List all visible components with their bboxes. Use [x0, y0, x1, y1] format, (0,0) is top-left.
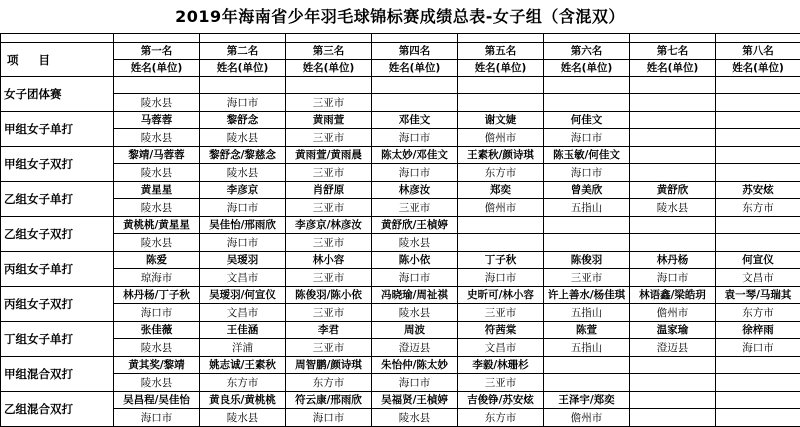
athlete-name-cell: 陈太妙/邓佳文 — [372, 147, 458, 164]
name-unit-header: 姓名(单位) — [458, 60, 544, 77]
athlete-unit-cell: 陵水县 — [114, 129, 200, 147]
name-unit-header-row — [1, 60, 800, 77]
event-name-row — [1, 147, 800, 164]
athlete-name-cell — [286, 77, 372, 94]
event-name-row — [1, 252, 800, 269]
athlete-name-cell: 黎靖/马蓉蓉 — [114, 147, 200, 164]
athlete-name-cell: 黄桃桃/黄星星 — [114, 217, 200, 234]
athlete-name-cell: 黎舒念/黎慈念 — [200, 147, 286, 164]
athlete-name-cell: 王素秋/颜诗琪 — [458, 147, 544, 164]
athlete-name-cell: 黄良乐/黄桃桃 — [200, 392, 286, 409]
athlete-name-cell — [544, 217, 630, 234]
athlete-unit-cell: 东方市 — [286, 374, 372, 392]
athlete-unit-cell: 陵水县 — [114, 374, 200, 392]
athlete-unit-cell: 三亚市 — [286, 94, 372, 112]
athlete-unit-cell — [372, 94, 458, 112]
athlete-name-cell: 吴瑷羽 — [200, 252, 286, 269]
athlete-name-cell — [372, 77, 458, 94]
athlete-name-cell — [716, 77, 800, 94]
athlete-name-cell: 周波 — [372, 322, 458, 339]
athlete-unit-cell: 东方市 — [458, 164, 544, 182]
rank-header: 第四名 — [372, 43, 458, 60]
athlete-unit-cell: 文昌市 — [458, 339, 544, 357]
athlete-name-cell: 黄星星 — [114, 182, 200, 199]
athlete-name-cell: 林小容 — [286, 252, 372, 269]
event-name-row — [1, 322, 800, 339]
athlete-name-cell: 吉俊铮/苏安炫 — [458, 392, 544, 409]
name-unit-header: 姓名(单位) — [200, 60, 286, 77]
event-unit-row — [1, 234, 800, 252]
event-name-row — [1, 217, 800, 234]
athlete-name-cell: 周智鹏/颜诗琪 — [286, 357, 372, 374]
athlete-name-cell: 李毅/林珊杉 — [458, 357, 544, 374]
athlete-unit-cell — [716, 129, 800, 147]
event-label: 甲组混合双打 — [1, 357, 114, 392]
athlete-unit-cell: 陵水县 — [372, 304, 458, 322]
athlete-unit-cell: 陵水县 — [200, 409, 286, 427]
athlete-unit-cell: 三亚市 — [286, 129, 372, 147]
athlete-name-cell — [716, 357, 800, 374]
athlete-unit-cell: 三亚市 — [286, 339, 372, 357]
athlete-unit-cell: 儋州市 — [630, 304, 716, 322]
athlete-name-cell: 王泽宇/郑奕 — [544, 392, 630, 409]
athlete-unit-cell: 海口市 — [372, 129, 458, 147]
event-unit-row — [1, 199, 800, 217]
athlete-name-cell: 苏安炫 — [716, 182, 800, 199]
athlete-unit-cell: 陵水县 — [114, 234, 200, 252]
rank-header: 第八名 — [716, 43, 800, 60]
athlete-unit-cell: 海口市 — [544, 164, 630, 182]
name-unit-header: 姓名(单位) — [544, 60, 630, 77]
athlete-name-cell: 陈俊羽 — [544, 252, 630, 269]
event-name-row — [1, 77, 800, 94]
athlete-name-cell: 陈爱 — [114, 252, 200, 269]
event-unit-row — [1, 164, 800, 182]
athlete-unit-cell: 海口市 — [544, 129, 630, 147]
athlete-unit-cell: 海口市 — [372, 164, 458, 182]
athlete-name-cell: 温家瑜 — [630, 322, 716, 339]
athlete-unit-cell: 三亚市 — [286, 304, 372, 322]
athlete-unit-cell: 文昌市 — [200, 304, 286, 322]
athlete-unit-cell: 陵水县 — [114, 94, 200, 112]
athlete-name-cell: 何佳文 — [544, 112, 630, 129]
athlete-name-cell: 袁一琴/马瑞其 — [716, 287, 800, 304]
athlete-name-cell: 李彦京 — [200, 182, 286, 199]
event-unit-row — [1, 374, 800, 392]
athlete-name-cell: 何宣仪 — [716, 252, 800, 269]
event-label: 丙组女子单打 — [1, 252, 114, 287]
athlete-unit-cell: 儋州市 — [458, 129, 544, 147]
results-table — [0, 33, 800, 427]
event-label: 乙组女子单打 — [1, 182, 114, 217]
athlete-name-cell: 丁子秋 — [458, 252, 544, 269]
athlete-unit-cell: 儋州市 — [458, 199, 544, 217]
athlete-name-cell: 吴昌程/吴佳怡 — [114, 392, 200, 409]
athlete-name-cell: 谢文婕 — [458, 112, 544, 129]
athlete-name-cell — [630, 112, 716, 129]
event-unit-row — [1, 269, 800, 287]
athlete-unit-cell — [630, 234, 716, 252]
athlete-unit-cell: 海口市 — [200, 199, 286, 217]
athlete-name-cell: 许上善水/杨佳琪 — [544, 287, 630, 304]
event-label: 甲组女子双打 — [1, 147, 114, 182]
athlete-unit-cell: 儋州市 — [544, 409, 630, 427]
athlete-name-cell: 黄舒欣/王楨婷 — [372, 217, 458, 234]
athlete-unit-cell: 海口市 — [630, 269, 716, 287]
athlete-unit-cell: 琼海市 — [114, 269, 200, 287]
event-name-row — [1, 287, 800, 304]
event-label: 乙组混合双打 — [1, 392, 114, 427]
item-header: 项 目 — [1, 43, 114, 77]
event-unit-row — [1, 339, 800, 357]
athlete-name-cell: 邓佳文 — [372, 112, 458, 129]
athlete-name-cell: 朱怡仲/陈太妙 — [372, 357, 458, 374]
athlete-unit-cell: 东方市 — [716, 199, 800, 217]
athlete-name-cell — [716, 112, 800, 129]
athlete-name-cell — [200, 77, 286, 94]
rank-header: 第二名 — [200, 43, 286, 60]
athlete-name-cell: 符云康/邢雨欣 — [286, 392, 372, 409]
athlete-unit-cell: 东方市 — [716, 304, 800, 322]
athlete-name-cell: 吴佳怡/邢雨欣 — [200, 217, 286, 234]
athlete-unit-cell — [716, 234, 800, 252]
athlete-unit-cell: 海口市 — [372, 269, 458, 287]
athlete-unit-cell — [630, 374, 716, 392]
athlete-unit-cell: 陵水县 — [114, 339, 200, 357]
athlete-name-cell: 史昕可/林小容 — [458, 287, 544, 304]
athlete-unit-cell: 陵水县 — [372, 409, 458, 427]
athlete-unit-cell — [716, 374, 800, 392]
athlete-unit-cell — [544, 94, 630, 112]
athlete-name-cell: 曾美欣 — [544, 182, 630, 199]
athlete-name-cell — [544, 77, 630, 94]
athlete-name-cell — [544, 357, 630, 374]
athlete-unit-cell: 三亚市 — [372, 199, 458, 217]
athlete-unit-cell: 澄迈县 — [372, 339, 458, 357]
athlete-unit-cell — [544, 374, 630, 392]
rank-header: 第三名 — [286, 43, 372, 60]
spacer-row — [1, 34, 800, 43]
athlete-name-cell — [630, 77, 716, 94]
athlete-name-cell: 吴瑷羽/何宣仪 — [200, 287, 286, 304]
athlete-unit-cell: 海口市 — [200, 234, 286, 252]
athlete-unit-cell — [716, 164, 800, 182]
athlete-unit-cell: 海口市 — [114, 409, 200, 427]
athlete-name-cell: 李彦京/林彦汝 — [286, 217, 372, 234]
athlete-name-cell: 郑奕 — [458, 182, 544, 199]
athlete-unit-cell: 东方市 — [458, 409, 544, 427]
athlete-name-cell — [114, 77, 200, 94]
athlete-name-cell: 黄其奖/黎靖 — [114, 357, 200, 374]
event-unit-row — [1, 129, 800, 147]
athlete-name-cell: 张佳薇 — [114, 322, 200, 339]
athlete-unit-cell — [630, 164, 716, 182]
athlete-unit-cell — [458, 234, 544, 252]
athlete-name-cell: 林丹杨/丁子秋 — [114, 287, 200, 304]
athlete-name-cell: 陈玉敏/何佳文 — [544, 147, 630, 164]
athlete-name-cell: 肖舒原 — [286, 182, 372, 199]
name-unit-header: 姓名(单位) — [286, 60, 372, 77]
event-label: 女子团体赛 — [1, 77, 114, 112]
athlete-unit-cell: 五指山 — [544, 304, 630, 322]
athlete-unit-cell: 陵水县 — [200, 164, 286, 182]
page-title: 2019年海南省少年羽毛球锦标赛成绩总表-女子组（含混双） — [0, 0, 800, 33]
athlete-unit-cell — [544, 234, 630, 252]
athlete-name-cell: 陈小依 — [372, 252, 458, 269]
athlete-unit-cell: 海口市 — [716, 339, 800, 357]
event-name-row — [1, 357, 800, 374]
athlete-unit-cell: 五指山 — [544, 199, 630, 217]
athlete-unit-cell: 五指山 — [544, 339, 630, 357]
athlete-unit-cell: 陵水县 — [200, 129, 286, 147]
athlete-unit-cell: 三亚市 — [458, 304, 544, 322]
athlete-name-cell — [630, 217, 716, 234]
rank-header: 第五名 — [458, 43, 544, 60]
athlete-name-cell: 黄雨萱 — [286, 112, 372, 129]
athlete-name-cell: 林彦汝 — [372, 182, 458, 199]
athlete-unit-cell: 陵水县 — [114, 199, 200, 217]
rank-header: 第七名 — [630, 43, 716, 60]
name-unit-header: 姓名(单位) — [630, 60, 716, 77]
event-label: 乙组女子双打 — [1, 217, 114, 252]
athlete-name-cell — [716, 147, 800, 164]
athlete-name-cell: 陈俊羽/陈小依 — [286, 287, 372, 304]
athlete-name-cell: 黎舒念 — [200, 112, 286, 129]
athlete-unit-cell: 海口市 — [286, 409, 372, 427]
athlete-unit-cell: 陵水县 — [114, 164, 200, 182]
athlete-name-cell — [630, 147, 716, 164]
athlete-name-cell — [716, 217, 800, 234]
athlete-name-cell: 黄舒欣 — [630, 182, 716, 199]
athlete-unit-cell — [630, 129, 716, 147]
athlete-name-cell: 林语鑫/梁皓玥 — [630, 287, 716, 304]
rank-header: 第六名 — [544, 43, 630, 60]
name-unit-header: 姓名(单位) — [114, 60, 200, 77]
athlete-name-cell: 徐梓雨 — [716, 322, 800, 339]
athlete-name-cell: 陈萱 — [544, 322, 630, 339]
name-unit-header: 姓名(单位) — [372, 60, 458, 77]
event-unit-row — [1, 94, 800, 112]
athlete-name-cell: 冯晓瑜/周祉祺 — [372, 287, 458, 304]
athlete-unit-cell: 陵水县 — [630, 199, 716, 217]
athlete-name-cell: 王佳涵 — [200, 322, 286, 339]
athlete-unit-cell: 澄迈县 — [630, 339, 716, 357]
athlete-unit-cell: 三亚市 — [286, 164, 372, 182]
athlete-unit-cell: 海口市 — [458, 269, 544, 287]
athlete-unit-cell: 文昌市 — [716, 269, 800, 287]
event-label: 丁组女子单打 — [1, 322, 114, 357]
athlete-name-cell — [630, 392, 716, 409]
athlete-unit-cell: 三亚市 — [544, 269, 630, 287]
athlete-unit-cell: 三亚市 — [286, 269, 372, 287]
athlete-name-cell: 马蓉蓉 — [114, 112, 200, 129]
athlete-unit-cell: 陵水县 — [372, 234, 458, 252]
athlete-name-cell — [716, 392, 800, 409]
event-label: 丙组女子双打 — [1, 287, 114, 322]
athlete-name-cell: 黄雨萱/黄雨晨 — [286, 147, 372, 164]
athlete-name-cell: 符茜棠 — [458, 322, 544, 339]
event-name-row — [1, 392, 800, 409]
athlete-name-cell — [458, 77, 544, 94]
athlete-unit-cell: 洋浦 — [200, 339, 286, 357]
athlete-unit-cell — [716, 94, 800, 112]
athlete-unit-cell — [630, 94, 716, 112]
athlete-unit-cell: 海口市 — [200, 94, 286, 112]
athlete-unit-cell: 三亚市 — [458, 374, 544, 392]
athlete-unit-cell: 三亚市 — [286, 234, 372, 252]
athlete-name-cell: 姚志诚/王素秋 — [200, 357, 286, 374]
athlete-unit-cell: 文昌市 — [200, 269, 286, 287]
athlete-name-cell: 林丹杨 — [630, 252, 716, 269]
athlete-name-cell: 李君 — [286, 322, 372, 339]
athlete-unit-cell: 海口市 — [114, 304, 200, 322]
event-name-row — [1, 112, 800, 129]
athlete-unit-cell: 海口市 — [372, 374, 458, 392]
rank-header: 第一名 — [114, 43, 200, 60]
athlete-name-cell: 吴福贤/王楨婷 — [372, 392, 458, 409]
results-table-body — [1, 34, 800, 427]
athlete-name-cell — [458, 217, 544, 234]
event-unit-row — [1, 304, 800, 322]
athlete-unit-cell: 东方市 — [200, 374, 286, 392]
rank-header-row — [1, 43, 800, 60]
athlete-unit-cell — [458, 94, 544, 112]
athlete-unit-cell: 三亚市 — [286, 199, 372, 217]
event-label: 甲组女子单打 — [1, 112, 114, 147]
athlete-name-cell — [630, 357, 716, 374]
name-unit-header: 姓名(单位) — [716, 60, 800, 77]
event-name-row — [1, 182, 800, 199]
